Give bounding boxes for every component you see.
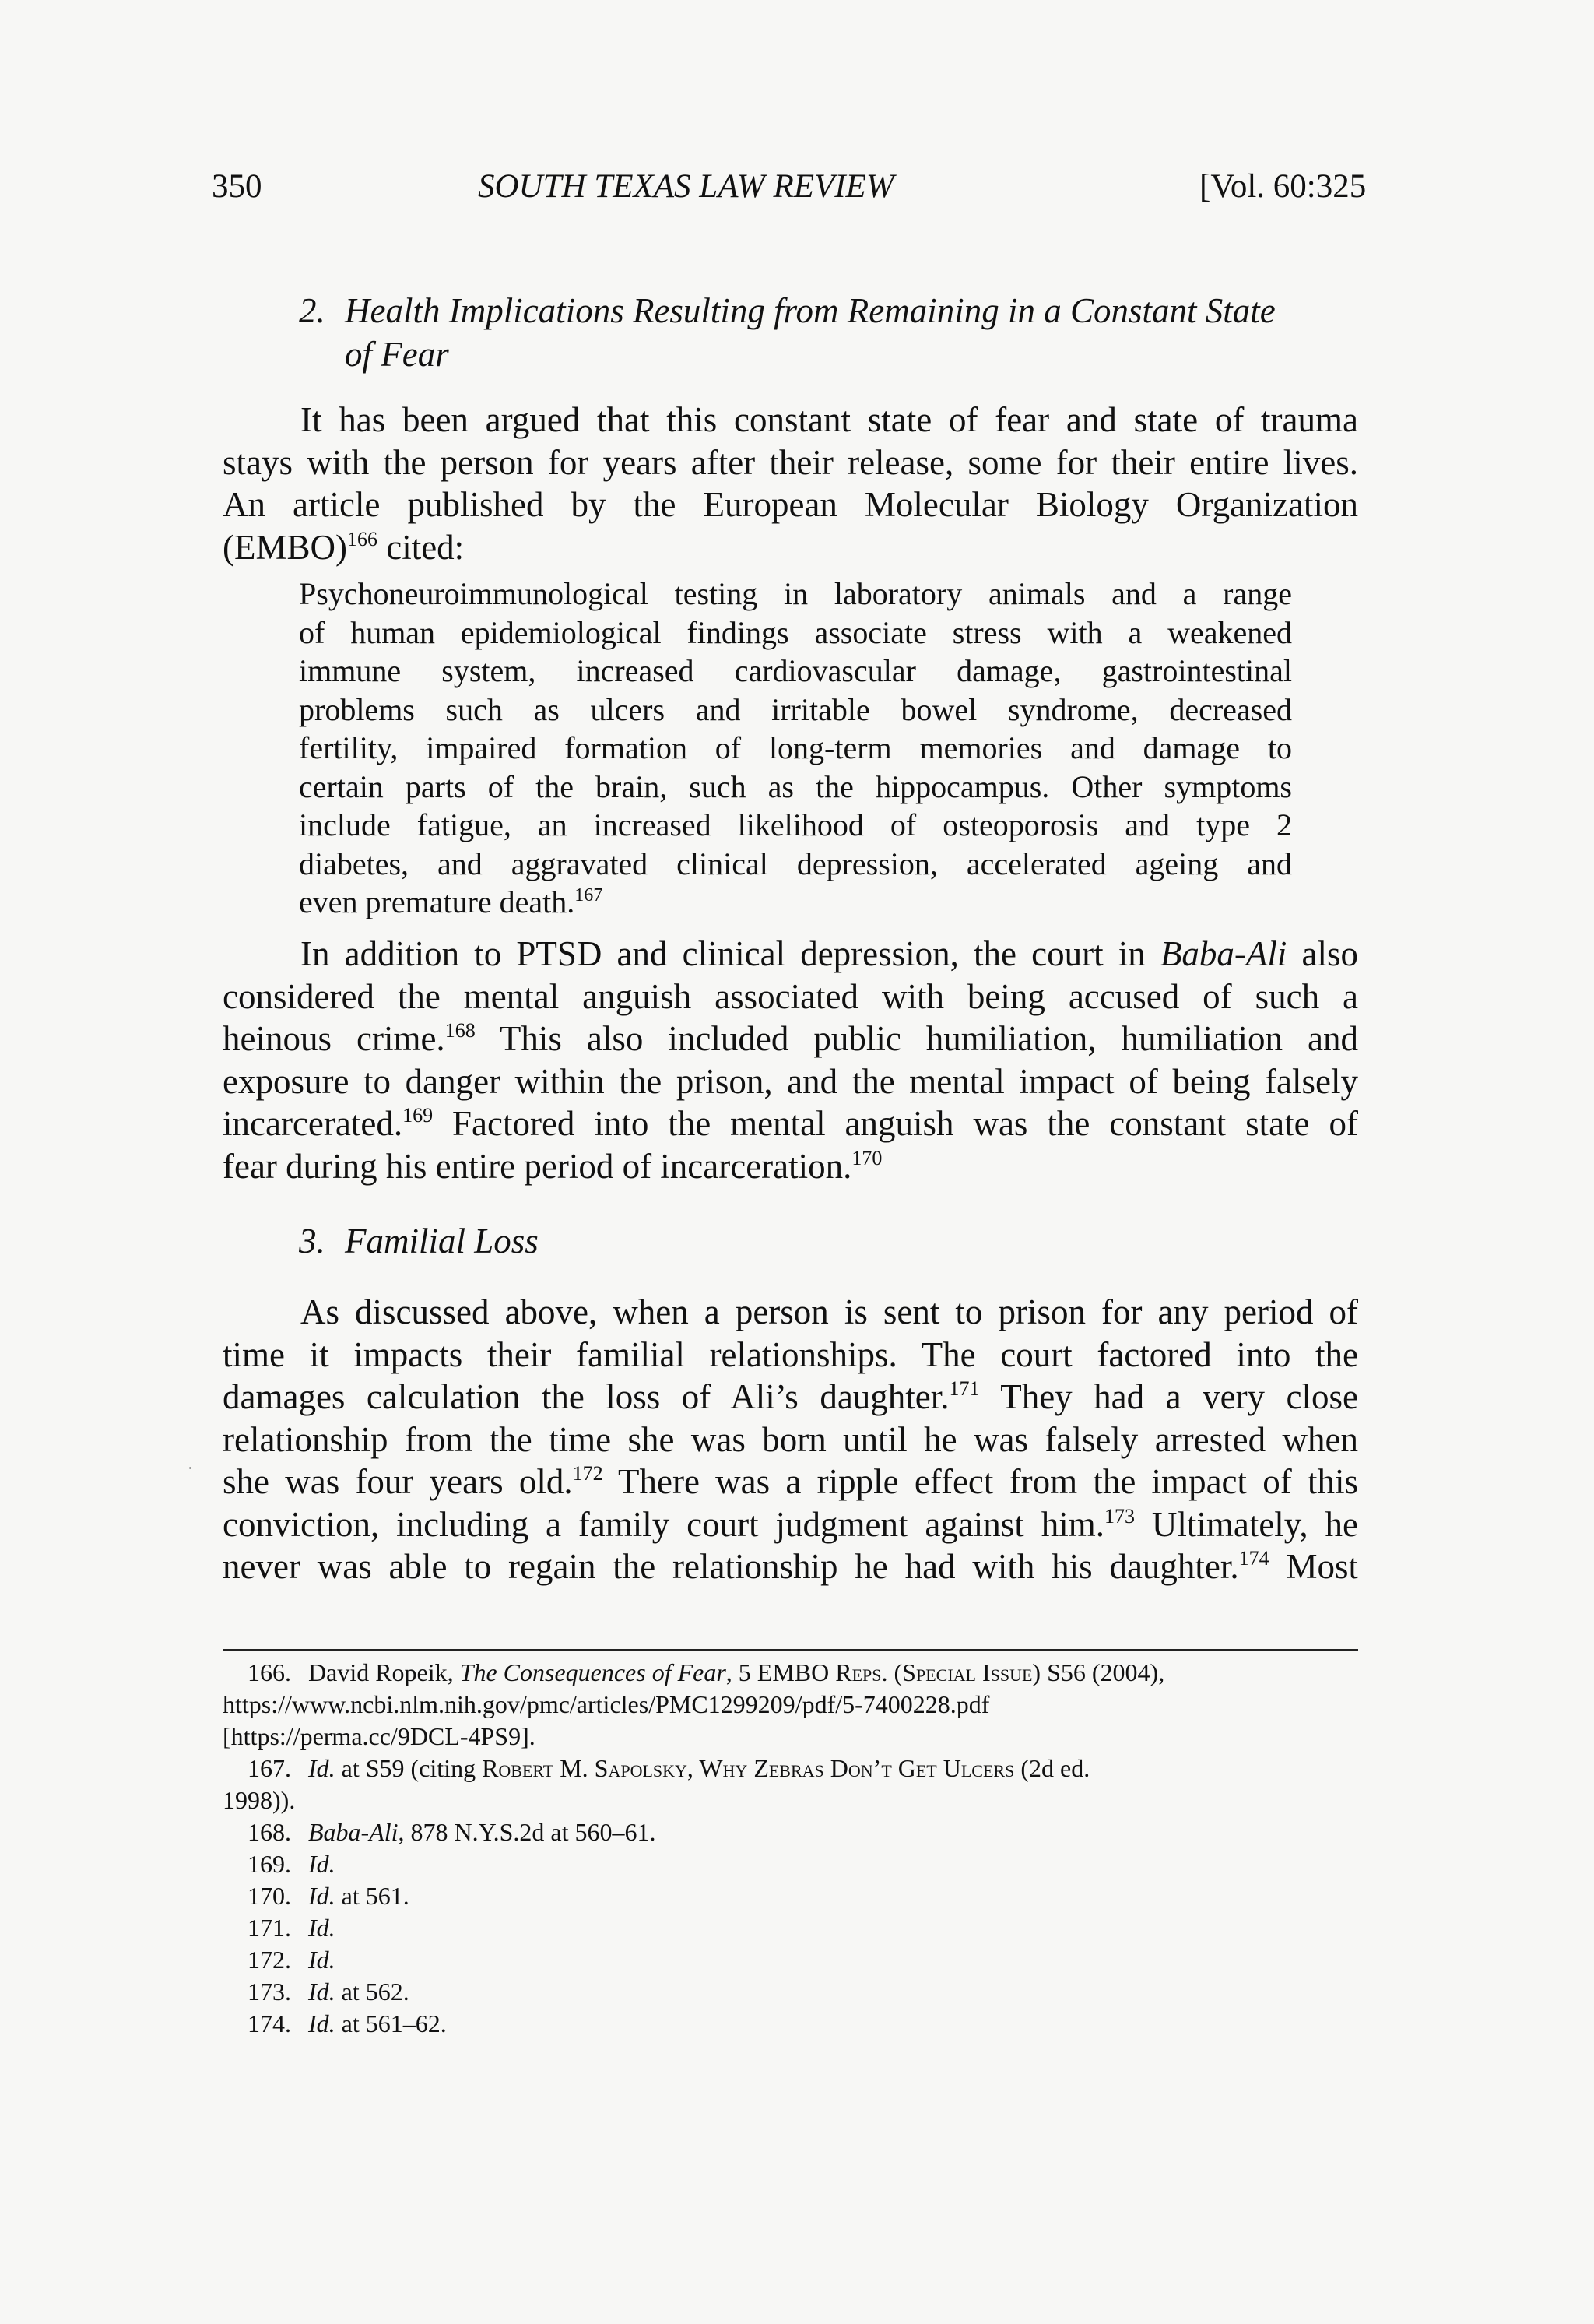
para2-line3 — [223, 1018, 1358, 1060]
para2-line1-c: also — [1287, 934, 1358, 973]
fn168-case: Baba-Ali — [308, 1818, 398, 1846]
fn167-book: Robert M. Sapolsky, Why Zebras Don’t Get Ulcers — [482, 1754, 1015, 1782]
footnote-170-number: 170. — [248, 1882, 291, 1910]
quote-line3: immune system, increased cardiovascular damage, gastrointestinal — [299, 653, 1292, 688]
quote-line9 — [299, 883, 1292, 922]
section-3-title: Familial Loss — [345, 1222, 539, 1260]
footnote-167-number: 167. — [248, 1754, 291, 1782]
para2-line5-a: incarcerated. — [223, 1104, 403, 1143]
footnote-168-number: 168. — [248, 1818, 291, 1846]
fn168-a: , 878 N.Y.S.2d at 560–61. — [398, 1818, 656, 1846]
section-3-number: 3. — [299, 1222, 325, 1260]
fn166-b: , 5 EMBO — [725, 1658, 836, 1686]
page-number: 350 — [212, 168, 262, 205]
footnote-ref-166[interactable]: 166 — [346, 527, 377, 550]
para3-line5-a: she was four years old. — [223, 1462, 573, 1501]
footnote-169-number: 169. — [248, 1850, 291, 1878]
para2-line1 — [223, 933, 1358, 976]
paragraph-3 — [223, 1291, 1358, 1588]
footnote-ref-169[interactable]: 169 — [402, 1104, 434, 1127]
fn173-id: Id. — [308, 1978, 335, 2006]
para3-line7-a: never was able to regain the relationship he had with his daughter. — [223, 1547, 1239, 1586]
footnote-171-number: 171. — [248, 1914, 291, 1942]
para3-line4: relationship from the time she was born until he was falsely arrested when — [223, 1419, 1358, 1459]
fn166-title: The Consequences of Fear — [459, 1658, 726, 1686]
scan-speck — [189, 1467, 191, 1469]
quote-line5: fertility, impaired formation of long-term memories and damage to — [299, 730, 1292, 765]
footnote-170 — [223, 1880, 1358, 1912]
para3-line3-b: They had a very close — [979, 1377, 1359, 1416]
para2-line3-a: heinous crime. — [223, 1019, 445, 1058]
section-2-number: 2. — [299, 291, 325, 330]
paragraph-1 — [223, 399, 1358, 568]
para2-line2: considered the mental anguish associated with being accused of such a — [223, 976, 1358, 1016]
block-quote — [299, 575, 1292, 922]
footnote-ref-170[interactable]: 170 — [851, 1146, 883, 1169]
fn170-a: at 561. — [335, 1882, 409, 1910]
para3-line5 — [223, 1461, 1358, 1503]
footnote-166-number: 166. — [248, 1658, 291, 1686]
quote-line1: Psychoneuroimmunological testing in laboratory animals and a range — [299, 576, 1292, 611]
footnote-divider — [223, 1649, 1358, 1651]
para3-line6 — [223, 1503, 1358, 1546]
quote-line2: of human epidemiological findings associate stress with a weakened — [299, 614, 1292, 650]
footnote-168 — [223, 1816, 1358, 1848]
footnote-173 — [223, 1976, 1358, 2008]
para3-line3 — [223, 1376, 1358, 1419]
fn171-id: Id. — [308, 1914, 335, 1942]
fn166-special: Special Issue — [902, 1658, 1033, 1686]
volume-citation: [Vol. 60:325 — [1199, 168, 1367, 205]
footnote-ref-174[interactable]: 174 — [1238, 1547, 1269, 1570]
fn174-id: Id. — [308, 2009, 335, 2037]
footnote-172 — [223, 1944, 1358, 1976]
footnote-166 — [223, 1657, 1358, 1689]
para3-line3-a: damages calculation the loss of Ali’s daughter. — [223, 1377, 950, 1416]
fn167-a: at S59 (citing — [335, 1754, 483, 1782]
fn166-reps: Reps. — [835, 1658, 888, 1686]
para2-line1-a: In addition to PTSD and clinical depression, the court in — [300, 934, 1160, 973]
para3-line7 — [223, 1545, 1358, 1588]
footnote-ref-168[interactable]: 168 — [444, 1019, 476, 1042]
fn172-id: Id. — [308, 1946, 335, 1974]
section-2-title-line2: of Fear — [345, 335, 449, 374]
para3-line2: time it impacts their familial relationships. The court factored into the — [223, 1334, 1358, 1374]
footnote-174-number: 174. — [248, 2009, 291, 2037]
fn166-author: David Ropeik, — [308, 1658, 460, 1686]
fn174-a: at 561–62. — [335, 2009, 447, 2037]
footnote-166-url[interactable]: https://www.ncbi.nlm.nih.gov/pmc/articles/PMC1299209/pdf/5-7400228.pdf — [223, 1690, 990, 1718]
para2-line5 — [223, 1102, 1358, 1145]
quote-line7: include fatigue, an increased likelihood of osteoporosis and type 2 — [299, 807, 1292, 842]
para1-line4 — [223, 526, 1358, 569]
footnote-ref-173[interactable]: 173 — [1104, 1504, 1135, 1528]
paragraph-2 — [223, 933, 1358, 1187]
section-2-title-line1: Health Implications Resulting from Remaining in a Constant State — [345, 291, 1276, 330]
fn166-c: ( — [887, 1658, 903, 1686]
para2-line5-b: Factored into the mental anguish was the constant state of — [433, 1104, 1358, 1143]
quote-line9-text: even premature death. — [299, 884, 575, 919]
para3-line1: As discussed above, when a person is sent to prison for any period of — [300, 1292, 1358, 1331]
para3-line6-a: conviction, including a family court judgment against him. — [223, 1504, 1104, 1544]
footnote-169 — [223, 1848, 1358, 1880]
fn167-b: (2d ed. — [1014, 1754, 1090, 1782]
para3-line5-b: There was a ripple effect from the impact of this — [602, 1462, 1358, 1501]
para3-line6-b: Ultimately, he — [1134, 1504, 1358, 1544]
footnotes — [223, 1657, 1358, 2040]
para1-line2: stays with the person for years after their release, some for their entire lives. — [223, 442, 1358, 482]
footnote-ref-171[interactable]: 171 — [949, 1377, 980, 1400]
case-name-baba-ali: Baba-Ali — [1160, 934, 1287, 973]
fn170-id: Id. — [308, 1882, 335, 1910]
embo-text: (EMBO) — [223, 527, 347, 567]
footnote-167-cont: 1998)). — [223, 1786, 296, 1814]
para2-line6-a: fear during his entire period of incarceration. — [223, 1146, 852, 1186]
para1-line1: It has been argued that this constant state of fear and state of trauma — [300, 400, 1358, 439]
para1-line3: An article published by the European Molecular Biology Organization — [223, 485, 1358, 524]
quote-line6: certain parts of the brain, such as the hippocampus. Other symptoms — [299, 768, 1292, 804]
footnote-172-number: 172. — [248, 1946, 291, 1974]
para2-line4: exposure to danger within the prison, and the mental impact of being falsely — [223, 1061, 1358, 1101]
para2-line3-b: This also included public humiliation, humiliation and — [475, 1019, 1358, 1058]
footnote-ref-172[interactable]: 172 — [572, 1462, 603, 1485]
fn173-a: at 562. — [335, 1978, 409, 2006]
quote-line8: diabetes, and aggravated clinical depression, accelerated ageing and — [299, 846, 1292, 881]
footnote-173-number: 173. — [248, 1978, 291, 2006]
fn167-id: Id. — [308, 1754, 335, 1782]
fn166-d: ) S56 (2004), — [1032, 1658, 1165, 1686]
footnote-166-perma[interactable]: [https://perma.cc/9DCL-4PS9]. — [223, 1722, 535, 1750]
fn169-id: Id. — [308, 1850, 335, 1878]
para3-line7-b: Most — [1269, 1547, 1358, 1586]
footnote-167 — [223, 1753, 1358, 1784]
footnote-ref-167[interactable]: 167 — [574, 885, 603, 905]
footnote-171 — [223, 1912, 1358, 1944]
quote-line4: problems such as ulcers and irritable bowel syndrome, decreased — [299, 691, 1292, 727]
para2-line6 — [223, 1145, 1358, 1188]
cited-text: cited: — [377, 527, 465, 567]
footnote-174 — [223, 2008, 1358, 2040]
journal-title: SOUTH TEXAS LAW REVIEW — [478, 168, 894, 205]
